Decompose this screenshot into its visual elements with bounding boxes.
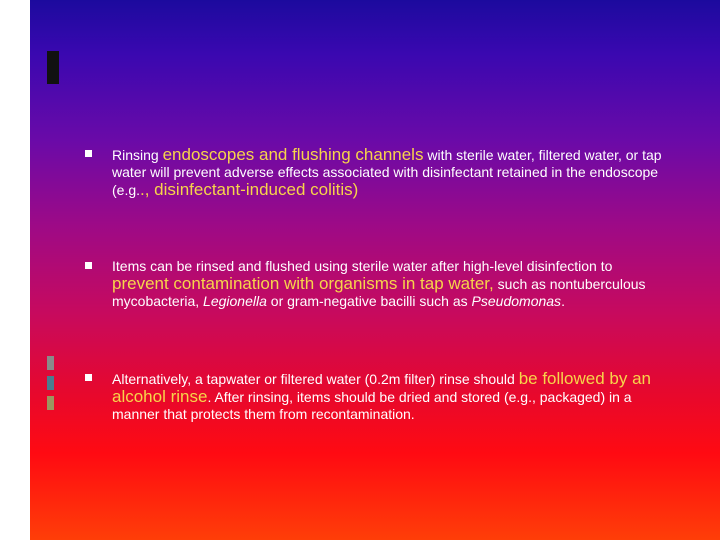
bullet-highlight: endoscopes and flushing channels xyxy=(162,145,424,164)
bullet-text: . xyxy=(561,293,565,309)
bullet-text: . After rinsing, items should be dried and stored (e.g., packaged) in a manner that protects them from recontamination. xyxy=(112,389,632,422)
bullet-item xyxy=(112,258,672,310)
bullet-italic: Legionella xyxy=(203,293,267,309)
bullet-text: Rinsing xyxy=(112,147,163,163)
square-bullet-icon xyxy=(85,374,92,381)
accent-bar-olive xyxy=(47,396,54,410)
accent-bar-teal xyxy=(47,376,54,390)
square-bullet-icon xyxy=(85,262,92,269)
bullet-text: Alternatively, a tapwater or filtered water (0.2m filter) rinse should xyxy=(112,371,519,387)
left-margin xyxy=(0,0,30,540)
bullet-italic: Pseudomonas xyxy=(471,293,562,309)
square-bullet-icon xyxy=(85,150,92,157)
bullet-text: or gram-negative bacilli such as xyxy=(266,293,472,309)
bullet-highlight: ., disinfectant-induced colitis) xyxy=(140,180,359,199)
bullet-highlight: be followed by an alcohol rinse xyxy=(112,369,652,406)
accent-bar-gray xyxy=(47,356,54,370)
bullet-item xyxy=(112,370,672,423)
bullet-text: Items can be rinsed and flushed using sterile water after high-level disinfection to xyxy=(112,258,613,274)
bullet-item xyxy=(112,146,672,199)
bullet-text: with sterile water, filtered water, or tap water will prevent adverse effects associated with disinfectant retained in the endoscope (e.g. xyxy=(112,147,662,198)
accent-block xyxy=(47,51,59,84)
bullet-highlight: prevent contamination with organisms in tap water, xyxy=(112,274,494,293)
bullet-text: such as nontuberculous mycobacteria, xyxy=(112,276,646,309)
